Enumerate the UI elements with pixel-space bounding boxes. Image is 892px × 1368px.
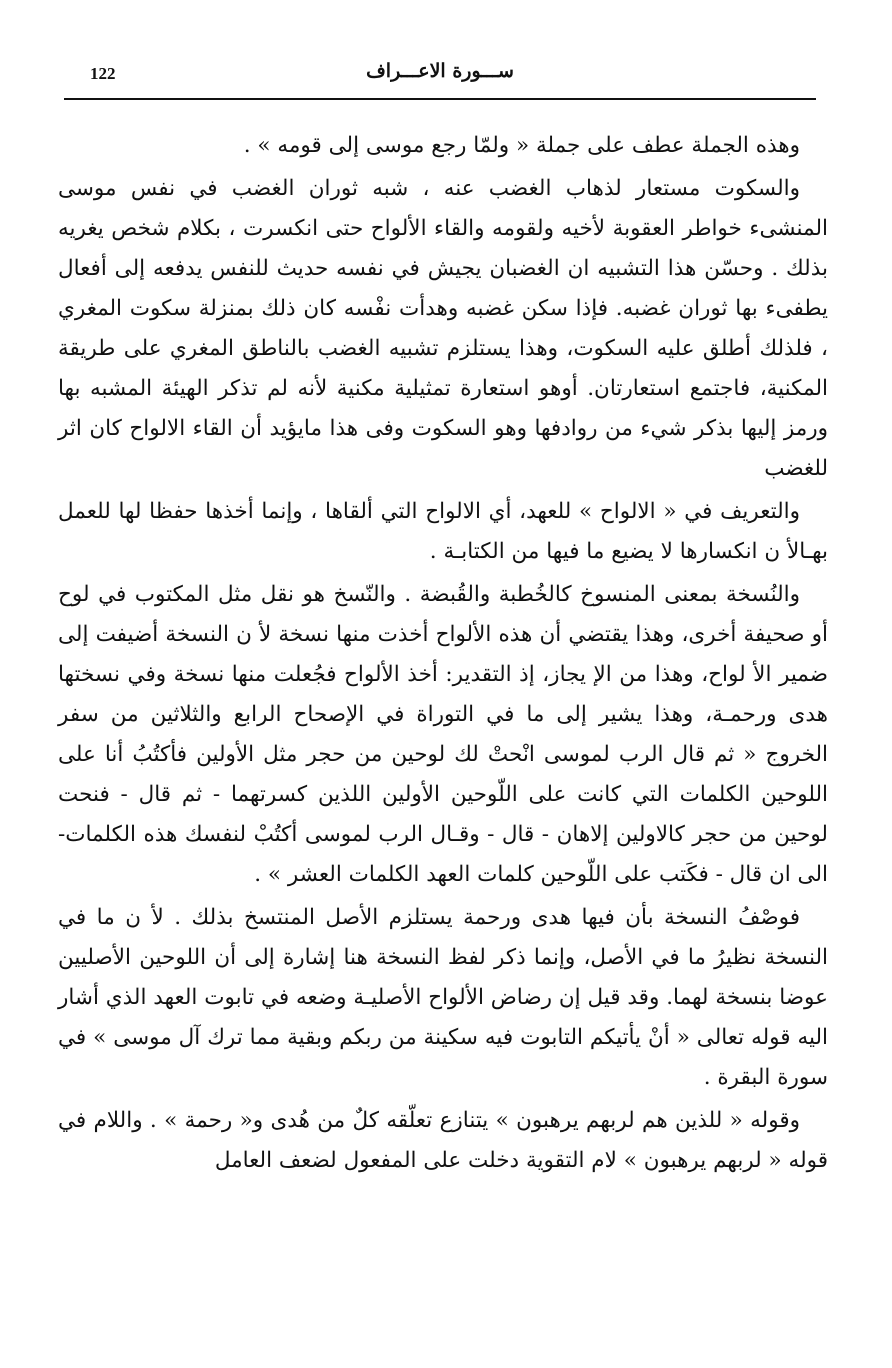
header-rule [64,98,816,100]
running-title: ســـورة الاعـــراف [366,60,514,82]
paragraph: وقوله « للذين هم لربهم يرهبون » يتنازع تعلّقه كلٌ من هُدى و« رحمة » . واللام في قوله « لربهم يرهبون » لام التقوية دخلت على المفعول لضعف العامل [58,1108,828,1173]
page-body [58,126,828,1184]
paragraph: وهذه الجملة عطف على جملة « ولمّا رجع موسى إلى قومه » . [243,133,800,158]
page-number: 122 [90,64,116,83]
paragraph: فوصْفُ النسخة بأن فيها هدى ورحمة يستلزم الأصل المنتسخ بذلك . لأ ن ما في النسخة نظيرُ ما في الأصل، وإنما ذكر لفظ النسخة هنا إشارة إلى أن اللوحين الأصليين عوضا بنسخة لهما. وقد قيل إن رضاض الألواح الأصليـة وضعه في تابوت العهد الذي أشار اليه قوله تعالى « أنْ يأتيكم التابوت فيه سكينة من ربكم وبقية مما ترك آل موسى » في سورة البقرة . [58,905,828,1090]
paragraph: والسكوت مستعار لذهاب الغضب عنه ، شبه ثوران الغضب في نفس موسى المنشىء خواطر العقوبة لأخيه ولقومه والقاء الألواح حتى انكسرت ، بكلام شخص يغريه بذلك . وحسّن هذا التشبيه ان الغضبان يجيش في نفسه حديث للنفس يدفعه إلى أفعال يطفىء بها ثوران غضبه. فإذا سكن غضبه وهدأت نفْسه كان ذلك بمنزلة سكوت المغري ، فلذلك أطلق عليه السكوت، وهذا يستلزم تشبيه الغضب بالناطق المغري على طريقة المكنية، فاجتمع استعارتان. أوهو استعارة تمثيلية مكنية لأنه لم تذكر الهيئة المشبه بها ورمز إليها بذكر شيء من روادفها وهو السكوت وفى هذا مايؤيد أن القاء الالواح كان اثر للغضب [58,176,828,481]
page-header [64,58,816,94]
paragraph: والتعريف في « الالواح » للعهد، أي الالواح التي ألقاها ، وإنما أخذها حفظا لها للعمل بهـالأ ن انكسارها لا يضيع ما فيها من الكتابـة . [58,499,828,564]
paragraph: والنُسخة بمعنى المنسوخ كالخُطبة والقُبضة . والنّسخ هو نقل مثل المكتوب في لوح أو صحيفة أخرى، وهذا يقتضي أن هذه الألواح أخذت منها نسخة لأ ن النسخة أضيفت إلى ضمير الأ لواح، وهذا من الإ يجاز، إذ التقدير: أخذ الألواح فجُعلت منها نسخة وفي نسختها هدى ورحمـة، وهذا يشير إلى ما في التوراة في الإصحاح الرابع والثلاثين من سفر الخروج « ثم قال الرب لموسى انْحتْ لك لوحين من حجر مثل الأولين فأكتُبُ أنا على اللوحين الكلمات التي كانت على اللّوحين الأولين اللذين كسرتهما - ثم قال - فنحت لوحين من حجر كالاولين إلاهان - قال - وقـال الرب لموسى أكتُبْ لنفسك هذه الكلمات- الى ان قال - فكَتب على اللّوحين كلمات العهد الكلمات العشر » . [58,582,828,887]
